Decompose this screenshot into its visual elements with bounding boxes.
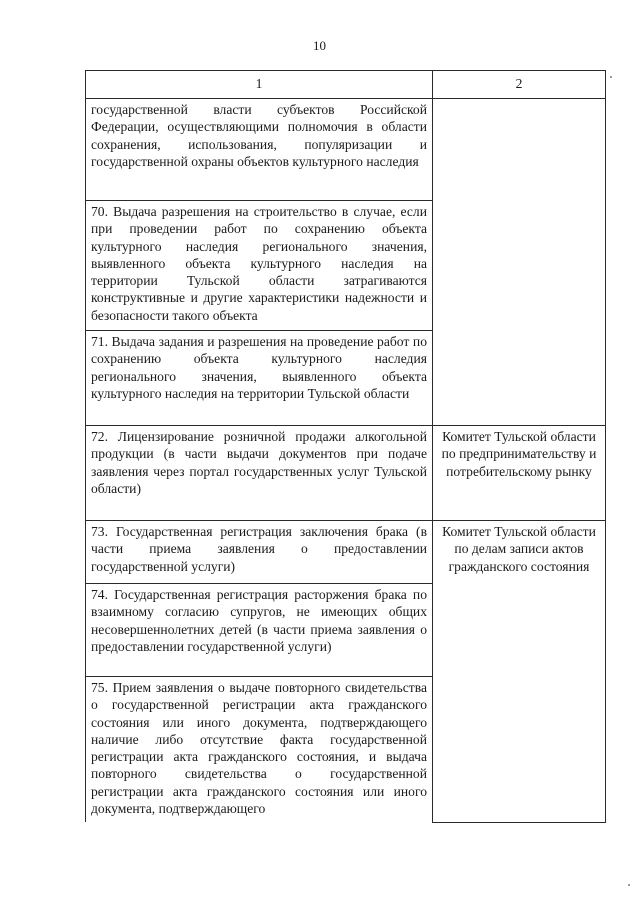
- table-row: [86, 521, 606, 584]
- service-cell: 74. Государственная регистрация расторжения брака по взаимному согласию супругов, не имеющих общих несовершеннолетних детей (в части приема заявления о предоставлении государственной услуги): [86, 584, 433, 677]
- agency-cell: Комитет Тульской области по делам записи актов гражданского состояния: [433, 521, 606, 823]
- column-header-1: 1: [86, 71, 433, 99]
- scan-speck: [628, 884, 630, 886]
- column-header-2: 2: [433, 71, 606, 99]
- table-row: [86, 99, 606, 201]
- agency-cell-empty: [433, 99, 606, 426]
- service-cell: государственной власти субъектов Российской Федерации, осуществляющими полномочия в области сохранения, использования, популяризации и государственной охраны объектов культурного наследия: [86, 99, 433, 201]
- service-cell: 70. Выдача разрешения на строительство в случае, если при проведении работ по сохранению объекта культурного наследия регионального значения, выявленного объекта культурного наследия на территории Тульской области затрагиваются конструктивные и другие характеристики надежности и безопасности такого объекта: [86, 201, 433, 331]
- table-header-row: [86, 71, 606, 99]
- agency-cell: Комитет Тульской области по предпринимательству и потребительскому рынку: [433, 426, 606, 521]
- scan-speck: [610, 76, 612, 78]
- service-cell: 75. Прием заявления о выдаче повторного свидетельства о государственной регистрации акта гражданского состояния или иного документа, подтверждающего наличие либо отсутствие факта государственной регистрации акта гражданского состояния, и выдача повторного свидетельства о государственной регистрации акта гражданского состояния или иного документа, подтверждающего: [86, 677, 433, 823]
- page-number: 10: [313, 38, 326, 53]
- table-row: [86, 426, 606, 521]
- services-table: [85, 70, 606, 823]
- service-cell: 72. Лицензирование розничной продажи алкогольной продукции (в части выдачи документов при подаче заявления через портал государственных услуг Тульской области): [86, 426, 433, 521]
- service-cell: 71. Выдача задания и разрешения на проведение работ по сохранению объекта культурного наследия регионального значения, выявленного объекта культурного наследия на территории Тульской области: [86, 331, 433, 426]
- service-cell: 73. Государственная регистрация заключения брака (в части приема заявления о предоставлении государственной услуги): [86, 521, 433, 584]
